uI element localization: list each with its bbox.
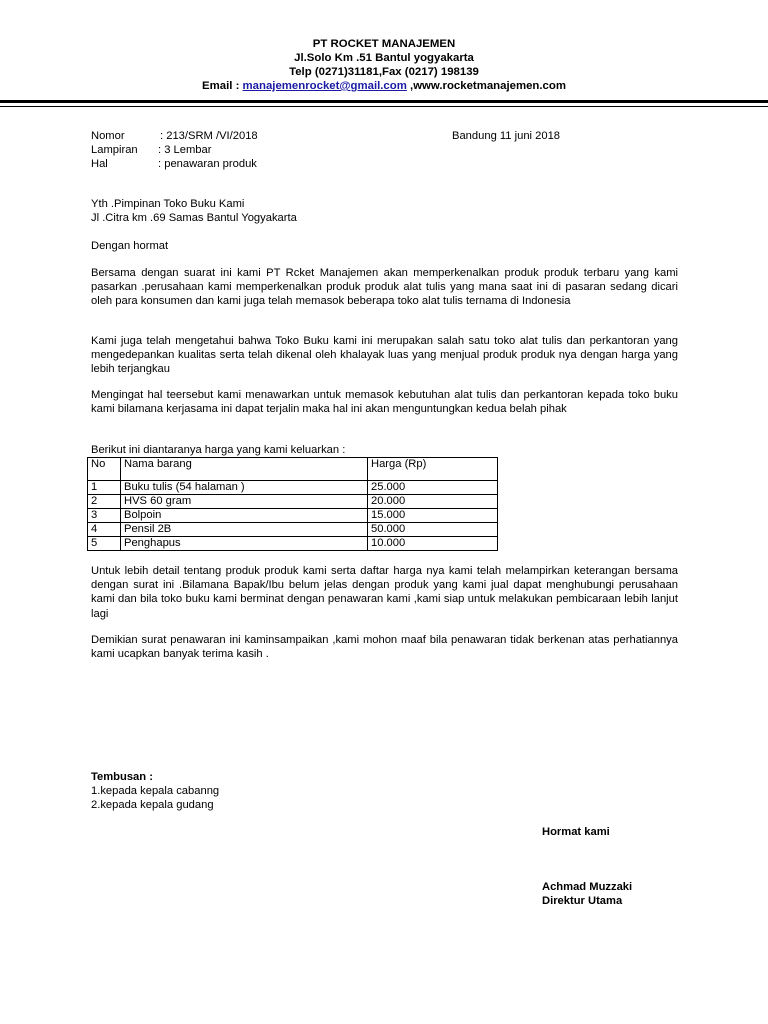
row-price: 15.000 bbox=[368, 509, 498, 523]
table-row bbox=[88, 481, 498, 495]
recipient-line-1: Yth .Pimpinan Toko Buku Kami bbox=[91, 198, 245, 210]
header-price: Harga (Rp) bbox=[368, 458, 498, 481]
tembusan-item: 2.kepada kepala gudang bbox=[91, 799, 214, 811]
paragraph-closing-text: Demikian surat penawaran ini kaminsampaikan ,kami mohon maaf bila penawaran tidak berkenan atas perhatiannya kami ucapkan banyak terima kasih . bbox=[91, 634, 678, 661]
row-no: 1 bbox=[88, 481, 121, 495]
paragraph-intro-text: Bersama dengan suarat ini kami PT Rcket Manajemen akan memperkenalkan produk produk terbaru yang kami pasarkan .perusahaan kami memperkenalkan produk produk alat tulis yang mana saat ini di pasaran sedang dicari oleh para konsumen dan kami juga telah memasok beberapa toko alat tulis ternama di Indonesia bbox=[91, 267, 678, 308]
nomor-value: : 213/SRM /VI/2018 bbox=[160, 130, 258, 142]
email-label: Email : bbox=[202, 80, 243, 92]
company-name: PT ROCKET MANAJEMEN bbox=[312, 38, 456, 50]
company-phone-fax: Telp (0271)31181,Fax (0217) 198139 bbox=[289, 66, 479, 78]
tembusan-title: Tembusan : bbox=[91, 771, 153, 783]
table-intro: Berikut ini diantaranya harga yang kami keluarkan : bbox=[91, 444, 346, 456]
paragraph-about-text: Kami juga telah mengetahui bahwa Toko Buku kami ini merupakan salah satu toko alat tulis dan perkantoran yang mengedepankan kualitas serta telah dikenal oleh khalayak luas yang menjual produk produk nya dengan harga yang lebih terjangkau bbox=[91, 335, 678, 376]
signatory-name: Achmad Muzzaki bbox=[542, 881, 633, 893]
lampiran-value: : 3 Lembar bbox=[158, 144, 212, 156]
company-address: Jl.Solo Km .51 Bantul yogyakarta bbox=[294, 52, 474, 64]
row-no: 4 bbox=[88, 523, 121, 537]
row-price: 10.000 bbox=[368, 537, 498, 551]
table-row bbox=[88, 523, 498, 537]
tembusan-item: 1.kepada kepala cabanng bbox=[91, 785, 220, 797]
paragraph-about bbox=[91, 334, 678, 377]
paragraph-details-text: Untuk lebih detail tentang produk produk kami serta daftar harga nya kami telah melampirkan keterangan bersama dengan surat ini .Bilamana Bapak/Ibu belum jelas dengan produk yang kami jual dapat menghubungi perusahaan kami dan bila toko buku kami berminat dengan penawaran kami ,kami siap untuk melakukan pembicaraan lebih lanjut lagi bbox=[91, 565, 678, 620]
row-item-name: Bolpoin bbox=[121, 509, 368, 523]
row-no: 3 bbox=[88, 509, 121, 523]
row-item-name: Pensil 2B bbox=[121, 523, 368, 537]
email-link[interactable]: manajemenrocket@gmail.com bbox=[242, 80, 407, 92]
closing-salutation: Hormat kami bbox=[542, 826, 610, 838]
company-contact-line bbox=[0, 79, 768, 94]
lampiran-label: Lampiran bbox=[91, 144, 138, 156]
paragraph-offer-text: Mengingat hal teersebut kami menawarkan untuk memasok kebutuhan alat tulis dan perkantoran kepada toko buku kami bilamana kerjasama ini dapat terjalin maka hal ini akan menguntungkan kedua belah pihak bbox=[91, 389, 678, 416]
table-header-row bbox=[88, 458, 498, 481]
row-price: 20.000 bbox=[368, 495, 498, 509]
header-item-name: Nama barang bbox=[121, 458, 368, 481]
header-divider-thin bbox=[0, 106, 768, 107]
paragraph-closing bbox=[91, 633, 678, 661]
row-item-name: Buku tulis (54 halaman ) bbox=[121, 481, 368, 495]
header-divider-thick bbox=[0, 100, 768, 103]
table-row bbox=[88, 509, 498, 523]
hal-value: : penawaran produk bbox=[158, 158, 257, 170]
header-no: No bbox=[88, 458, 121, 481]
nomor-label: Nomor bbox=[91, 130, 125, 142]
table-row bbox=[88, 495, 498, 509]
letter-date: Bandung 11 juni 2018 bbox=[452, 130, 561, 142]
greeting: Dengan hormat bbox=[91, 240, 169, 252]
table-row bbox=[88, 537, 498, 551]
row-price: 25.000 bbox=[368, 481, 498, 495]
signatory-position: Direktur Utama bbox=[542, 895, 623, 907]
paragraph-details bbox=[91, 564, 678, 621]
hal-label: Hal bbox=[91, 158, 108, 170]
row-no: 2 bbox=[88, 495, 121, 509]
paragraph-intro bbox=[91, 266, 678, 309]
price-table bbox=[87, 457, 498, 551]
paragraph-offer bbox=[91, 388, 678, 416]
row-no: 5 bbox=[88, 537, 121, 551]
row-price: 50.000 bbox=[368, 523, 498, 537]
row-item-name: HVS 60 gram bbox=[121, 495, 368, 509]
row-item-name: Penghapus bbox=[121, 537, 368, 551]
recipient-line-2: Jl .Citra km .69 Samas Bantul Yogyakarta bbox=[91, 212, 297, 224]
website-text: ,www.rocketmanajemen.com bbox=[406, 80, 566, 92]
